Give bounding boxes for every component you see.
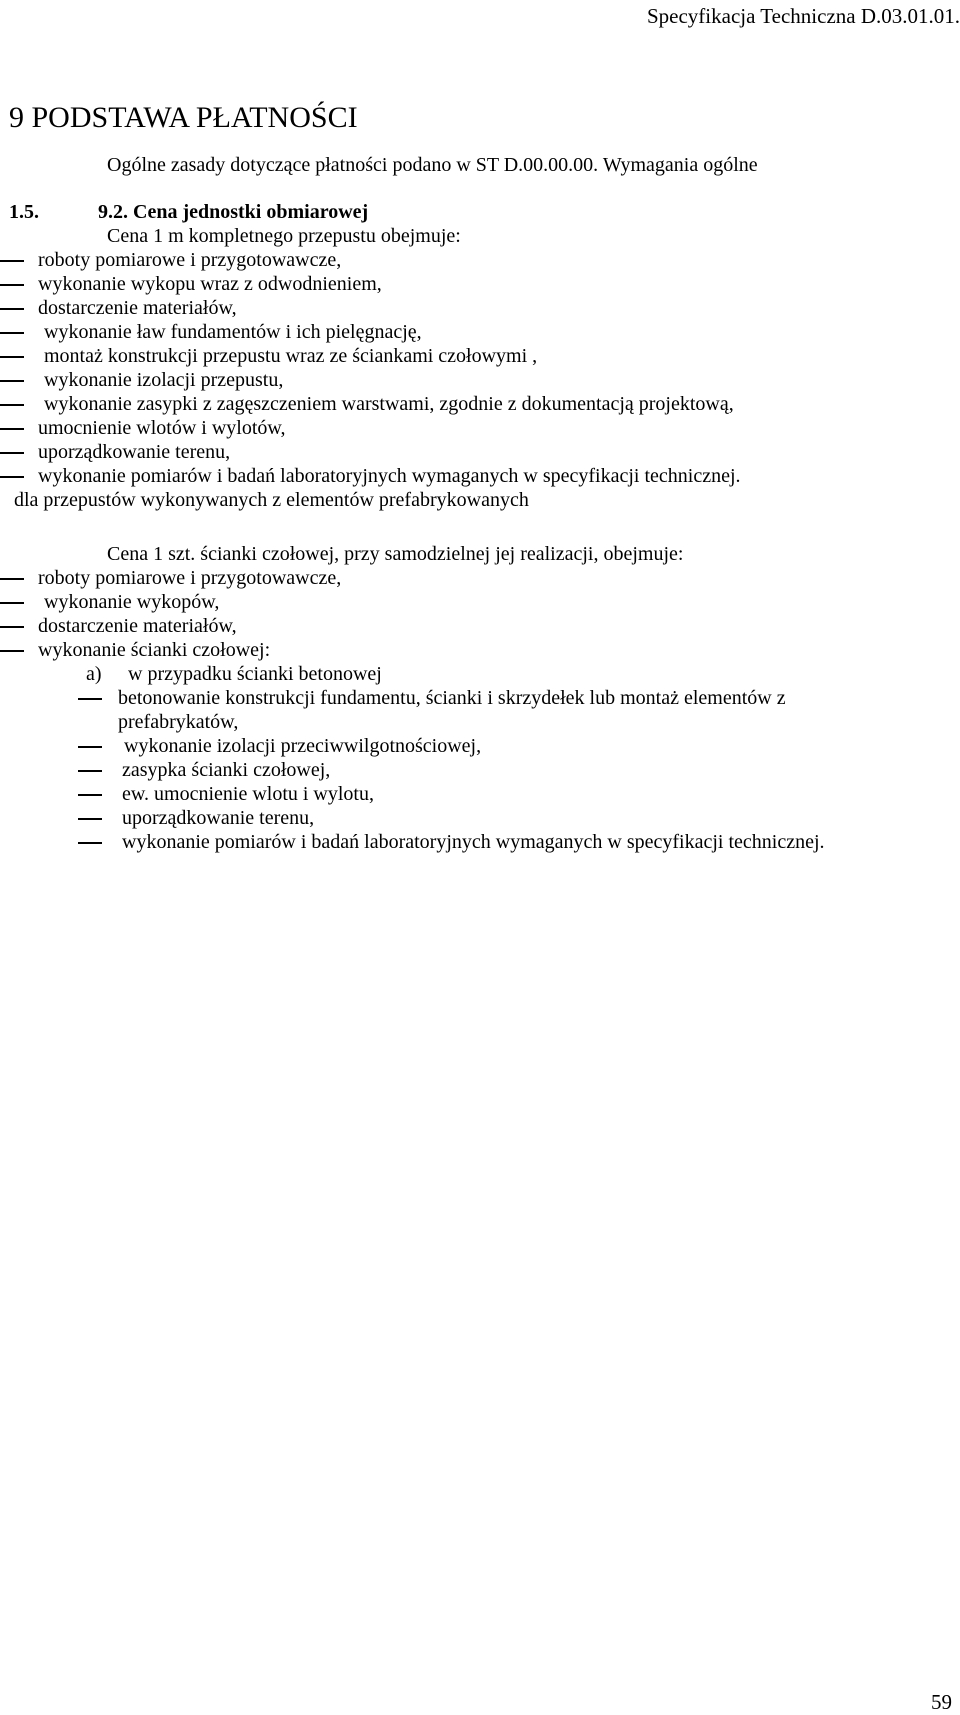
dash-bullet [0,476,24,478]
page-number: 59 [931,1690,952,1714]
dash-bullet [0,380,24,382]
dash-bullet [0,356,24,358]
dash-bullet [0,626,24,628]
dash-bullet [0,452,24,454]
dash-bullet [78,818,102,820]
list-item-text: wykonanie pomiarów i badań laboratoryjnych wymaganych w specyfikacji technicznej. [38,465,741,487]
subsection-number: 1.5. [9,201,39,223]
sub-a-text: w przypadku ścianki betonowej [128,663,382,685]
list-item-text: dostarczenie materiałów, [38,615,237,637]
dash-bullet [0,404,24,406]
dash-bullet [0,284,24,286]
dash-bullet [0,602,24,604]
list-item-text: uporządkowanie terenu, [38,441,231,463]
list-item-text: dostarczenie materiałów, [38,297,237,319]
list-item-text: wykonanie zasypki z zagęszczeniem warstwami, zgodnie z dokumentacją projektową, [44,393,734,415]
list-item-text: wykonanie ław fundamentów i ich pielęgnację, [44,321,422,343]
dash-bullet [0,332,24,334]
list-item-text: zasypka ścianki czołowej, [122,759,331,781]
list-item-text: wykonanie ścianki czołowej: [38,639,271,661]
dash-bullet [78,698,102,700]
dash-bullet [0,260,24,262]
page-header: Specyfikacja Techniczna D.03.01.01. [646,4,960,28]
intro-text: Ogólne zasady dotyczące płatności podano w ST D.00.00.00. Wymagania ogólne [107,154,758,176]
dash-bullet [78,794,102,796]
sub-a-label: a) [86,663,102,685]
list-item-text: wykonanie izolacji przepustu, [44,369,284,391]
list-item-text: roboty pomiarowe i przygotowawcze, [38,567,342,589]
prefab-note: dla przepustów wykonywanych z elementów prefabrykowanych [14,489,529,511]
dash-bullet [0,650,24,652]
list-item-text: wykonanie izolacji przeciwwilgotnościowej, [124,735,482,757]
section-heading: 9 PODSTAWA PŁATNOŚCI [9,101,358,134]
list-item-text: umocnienie wlotów i wylotów, [38,417,286,439]
list-item-text: ew. umocnienie wlotu i wylotu, [122,783,374,805]
dash-bullet [0,308,24,310]
list-item-text: roboty pomiarowe i przygotowawcze, [38,249,342,271]
dash-bullet [78,842,102,844]
dash-bullet [78,746,102,748]
subsection-heading: 9.2. Cena jednostki obmiarowej [98,201,369,223]
dash-bullet [0,578,24,580]
price1-intro: Cena 1 m kompletnego przepustu obejmuje: [107,225,461,247]
dash-bullet [0,428,24,430]
list-item-text: prefabrykatów, [118,711,239,733]
list-item-text: montaż konstrukcji przepustu wraz ze ściankami czołowymi , [44,345,538,367]
list-item-text: wykonanie wykopów, [44,591,220,613]
list-item-text: uporządkowanie terenu, [122,807,315,829]
price2-intro: Cena 1 szt. ścianki czołowej, przy samodzielnej jej realizacji, obejmuje: [107,543,684,565]
list-item-text: wykonanie wykopu wraz z odwodnieniem, [38,273,382,295]
dash-bullet [78,770,102,772]
list-item-text: wykonanie pomiarów i badań laboratoryjnych wymaganych w specyfikacji technicznej. [122,831,825,853]
list-item-text: betonowanie konstrukcji fundamentu, ścianki i skrzydełek lub montaż elementów z [118,687,786,709]
